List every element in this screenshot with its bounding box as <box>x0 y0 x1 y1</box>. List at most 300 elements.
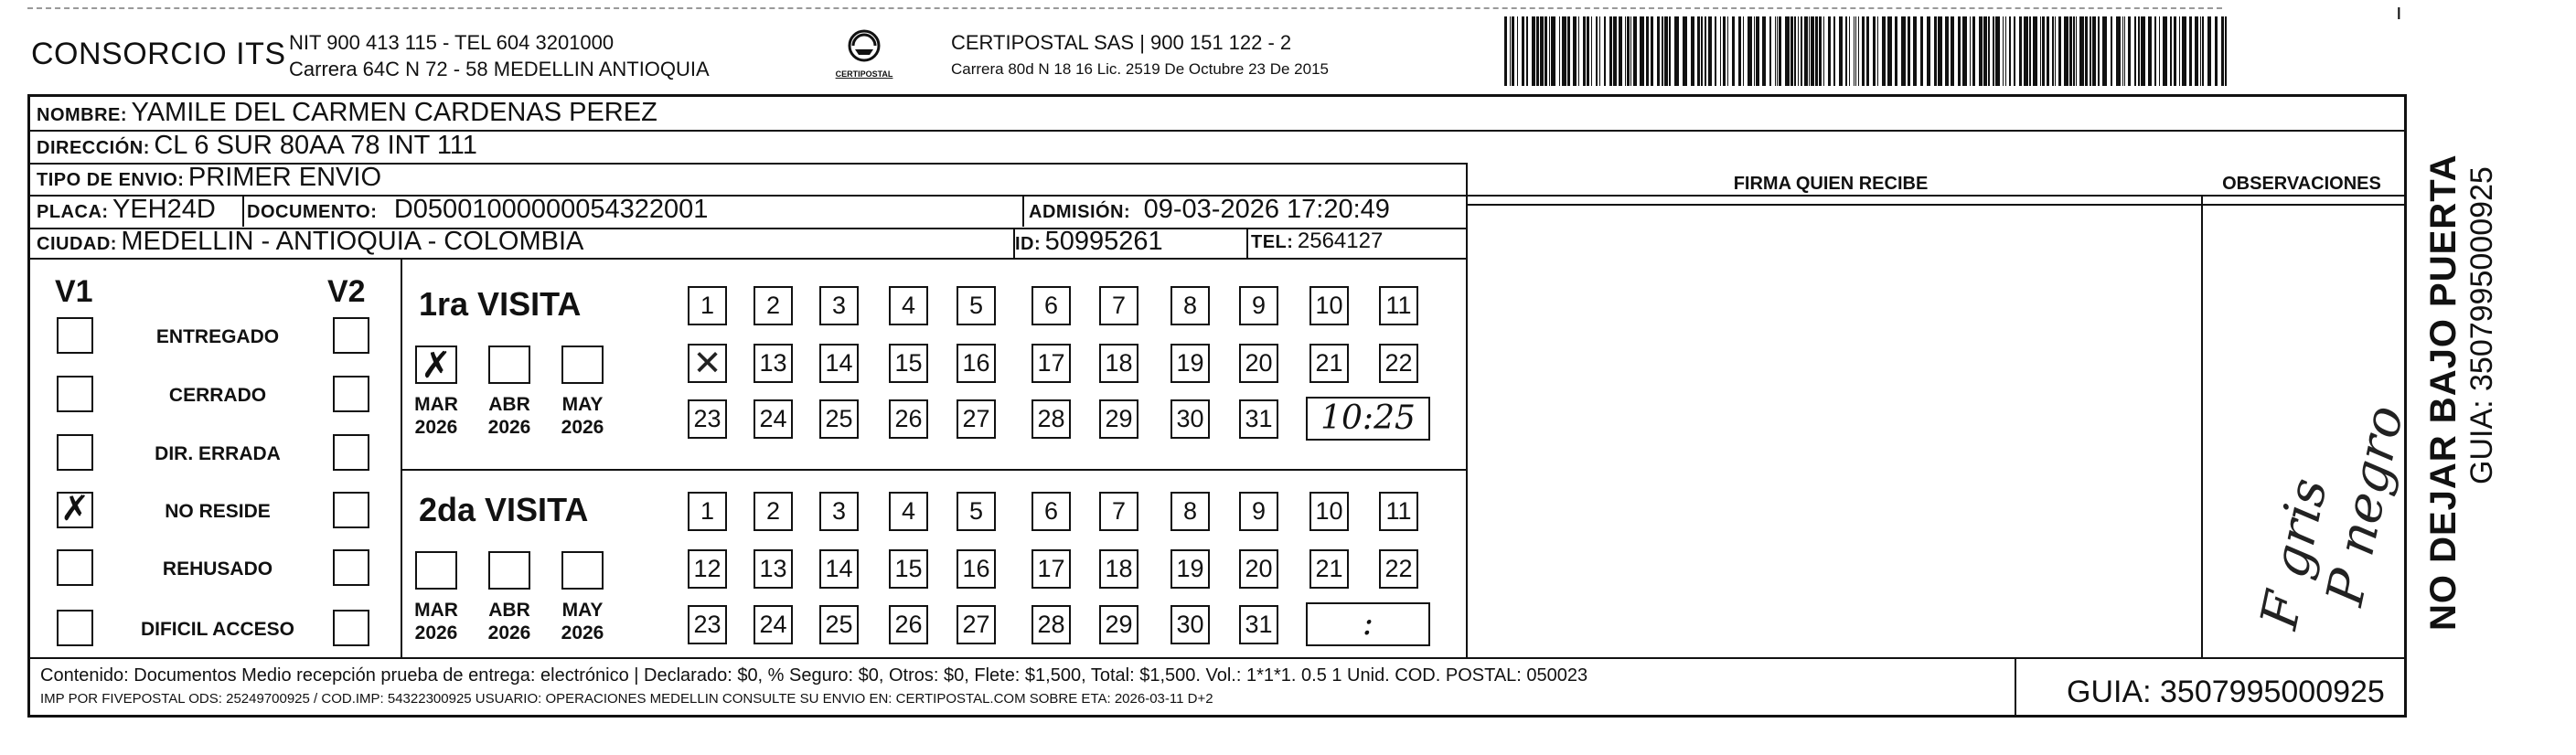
day-checkbox[interactable] <box>1031 549 1071 589</box>
day-number: 22 <box>1384 555 1413 582</box>
v1-checkbox[interactable] <box>57 610 93 646</box>
tipo-envio-value: PRIMER ENVIO <box>187 163 382 192</box>
month-checkbox[interactable] <box>415 345 457 387</box>
barcode-bar <box>1798 16 1799 86</box>
day-checkbox[interactable] <box>688 605 727 644</box>
footer-content-line: Contenido: Documentos Medio recepción prueba de entrega: electrónico | Declarado: $0, % Seguro: $0, Otros: $0, Flete: $1,500, Total: $1,500. Vol.: 1*1*1. 0.5 1 Unid. COD. POSTAL: 050023 <box>40 665 1588 686</box>
month-name: MAY <box>561 600 604 621</box>
day-checkbox[interactable] <box>1379 286 1418 325</box>
day-checkbox[interactable] <box>957 605 996 644</box>
day-checkbox[interactable] <box>1379 549 1418 589</box>
day-number: 28 <box>1037 405 1065 432</box>
barcode-bar <box>1866 16 1869 86</box>
row-divider <box>1466 204 2404 206</box>
admision-label: ADMISIÓN: <box>1029 202 1131 222</box>
ciudad-value: MEDELLIN - ANTIOQUIA - COLOMBIA <box>121 227 584 256</box>
barcode-bar <box>2134 16 2136 86</box>
day-number: 7 <box>1111 292 1127 319</box>
footer-guia-divider <box>2015 657 2016 715</box>
day-checkbox[interactable] <box>688 286 727 325</box>
barcode-bar <box>1873 16 1876 86</box>
day-checkbox[interactable] <box>1170 399 1210 439</box>
day-number: 31 <box>1245 405 1273 432</box>
month-label <box>480 599 539 644</box>
month-year: 2026 <box>487 622 531 643</box>
barcode-bar <box>1769 16 1771 86</box>
barcode-bar <box>1819 16 1822 86</box>
barcode-bar <box>2182 16 2186 86</box>
month-name: MAY <box>561 394 604 415</box>
barcode-bar <box>1640 16 1644 86</box>
day-number: 8 <box>1182 497 1198 525</box>
barcode-bar <box>1540 16 1544 86</box>
barcode-bar <box>1908 16 1910 86</box>
day-number: 23 <box>693 611 721 638</box>
barcode-bar <box>1633 16 1637 86</box>
barcode-bar <box>1962 16 1967 86</box>
barcode-bar <box>1551 16 1555 86</box>
day-number: 20 <box>1245 555 1273 582</box>
observation-line: P negro <box>2314 400 2416 611</box>
day-number: 20 <box>1245 349 1273 377</box>
status-option-label: CERRADO <box>168 385 267 406</box>
barcode-bar <box>2079 16 2084 86</box>
day-checkbox[interactable] <box>889 344 928 383</box>
visit-title: 1ra VISITA <box>419 285 582 323</box>
barcode-bar <box>2005 16 2006 86</box>
side-warning <box>2423 154 2500 631</box>
barcode-bar <box>1715 16 1716 86</box>
barcode-bar <box>1504 16 1507 86</box>
month-name: ABR <box>488 600 530 621</box>
documento-label: DOCUMENTO: <box>247 202 378 222</box>
day-number: 29 <box>1105 611 1133 638</box>
barcode-bar <box>1777 16 1778 86</box>
certipostal-logo-icon <box>828 27 901 79</box>
day-checkbox[interactable] <box>1239 399 1278 439</box>
v2-checkbox[interactable] <box>333 610 369 646</box>
barcode-bar <box>2200 16 2201 86</box>
time-value: 10:25 <box>1320 399 1416 437</box>
barcode-bar <box>1651 16 1653 86</box>
day-checkbox[interactable] <box>1031 344 1071 383</box>
day-number: 21 <box>1315 555 1343 582</box>
barcode-bar <box>1669 16 1671 86</box>
barcode-bar <box>1934 16 1937 86</box>
barcode-bar <box>2024 16 2028 86</box>
barcode-bar <box>1775 16 1776 86</box>
tel-label: TEL: <box>1251 232 1294 252</box>
col-divider <box>2404 97 2406 133</box>
month-year: 2026 <box>414 417 458 438</box>
status-option-label: REHUSADO <box>162 558 273 580</box>
day-checkbox[interactable] <box>1031 286 1071 325</box>
day-checkbox[interactable] <box>1099 399 1138 439</box>
barcode-bar <box>2116 16 2121 86</box>
month-check-mark: ✗ <box>421 345 452 387</box>
day-number: 10 <box>1315 292 1343 319</box>
barcode-bar <box>1630 16 1631 86</box>
barcode-bar <box>2221 16 2224 86</box>
barcode-bar <box>1526 16 1528 86</box>
day-number: 1 <box>700 292 715 319</box>
day-number: 24 <box>759 611 787 638</box>
barcode-bar <box>1979 16 1983 86</box>
day-checkbox[interactable] <box>1239 549 1278 589</box>
barcode-bar <box>1727 16 1728 86</box>
corner-tick: ı <box>2396 0 2402 25</box>
day-number: 4 <box>901 292 916 319</box>
barcode-bar <box>1609 16 1612 86</box>
day-checkbox[interactable] <box>1170 286 1210 325</box>
day-checkbox[interactable] <box>1170 605 1210 644</box>
nombre-value: YAMILE DEL CARMEN CARDENAS PEREZ <box>131 98 657 127</box>
v2-checkbox[interactable] <box>333 317 369 354</box>
day-number: 25 <box>825 611 853 638</box>
placa-field <box>37 195 216 225</box>
day-checkbox[interactable] <box>1170 492 1210 531</box>
barcode-bar <box>1901 16 1906 86</box>
barcode-bar <box>2174 16 2176 86</box>
company-name: CONSORCIO ITS <box>31 37 286 71</box>
day-checkbox[interactable] <box>819 344 859 383</box>
certipostal-info <box>951 29 1329 82</box>
barcode-bar <box>1809 16 1810 86</box>
day-checkbox[interactable] <box>889 549 928 589</box>
day-number: 15 <box>894 555 923 582</box>
barcode-bar <box>1945 16 1949 86</box>
barcode-bar <box>2055 16 2056 86</box>
day-checkbox[interactable] <box>688 549 727 589</box>
status-option-label: DIR. ERRADA <box>155 443 281 464</box>
month-checkbox[interactable] <box>561 551 604 590</box>
barcode-bar <box>1756 16 1759 86</box>
status-option-label: DIFICIL ACCESO <box>140 619 294 640</box>
day-checkbox[interactable] <box>889 492 928 531</box>
v2-checkbox[interactable] <box>333 549 369 586</box>
barcode-bar <box>2207 16 2211 86</box>
barcode-bar <box>1578 16 1579 86</box>
placa-value: YEH24D <box>112 195 216 224</box>
barcode-bar <box>2098 16 2100 86</box>
day-checkbox[interactable] <box>819 492 859 531</box>
month-checkbox[interactable] <box>415 551 457 590</box>
barcode-bar <box>1662 16 1663 86</box>
barcode-bar <box>1545 16 1547 86</box>
barcode-bar <box>1790 16 1793 86</box>
day-checkbox[interactable] <box>754 399 793 439</box>
barcode-bar <box>1839 16 1843 86</box>
day-number: 19 <box>1176 349 1204 377</box>
day-number: 22 <box>1384 349 1413 377</box>
barcode-bar <box>1627 16 1630 86</box>
barcode-bar <box>2014 16 2015 86</box>
day-number: 27 <box>962 611 990 638</box>
footer-tracking-line: IMP POR FIVEPOSTAL ODS: 25249700925 / COD.IMP: 54322300925 USUARIO: OPERACIONES MEDELLIN CONSULTE SU ENVIO EN: CERTIPOSTAL.COM SOBRE ETA: 2026-03-11 D+2 <box>40 691 1213 707</box>
day-checkbox[interactable] <box>957 492 996 531</box>
day-checkbox[interactable] <box>1099 344 1138 383</box>
barcode-bar <box>2122 16 2123 86</box>
month-checkbox[interactable] <box>488 346 530 384</box>
day-number: 15 <box>894 349 923 377</box>
day-checkbox[interactable] <box>1099 492 1138 531</box>
day-checkbox[interactable] <box>688 492 727 531</box>
v2-checkbox[interactable] <box>333 376 369 412</box>
day-number: 17 <box>1037 555 1065 582</box>
day-number: 18 <box>1105 349 1133 377</box>
barcode-bar <box>1604 16 1606 86</box>
day-checkbox[interactable] <box>754 286 793 325</box>
barcode-bar <box>1811 16 1814 86</box>
barcode-bar <box>1754 16 1755 86</box>
company-address: Carrera 64C N 72 - 58 MEDELLIN ANTIOQUIA <box>289 58 710 80</box>
day-number: 9 <box>1251 497 1267 525</box>
day-checkbox[interactable] <box>1309 549 1349 589</box>
day-number: 18 <box>1105 555 1133 582</box>
v1-header: V1 <box>55 274 93 309</box>
day-checkbox[interactable] <box>1031 492 1071 531</box>
day-checkbox[interactable] <box>819 399 859 439</box>
barcode-bar <box>2009 16 2011 86</box>
barcode-bar <box>1970 16 1971 86</box>
day-checkbox[interactable] <box>1099 605 1138 644</box>
month-label <box>407 599 465 644</box>
barcode-bar <box>1510 16 1511 86</box>
day-checkbox[interactable] <box>1239 492 1278 531</box>
barcode-bar <box>2159 16 2160 86</box>
v2-checkbox[interactable] <box>333 434 369 471</box>
day-checkbox[interactable] <box>1239 344 1278 383</box>
status-option-label: ENTREGADO <box>155 326 280 347</box>
barcode-bar <box>1993 16 1994 86</box>
barcode-bar <box>2064 16 2068 86</box>
day-checkbox[interactable] <box>1379 344 1418 383</box>
barcode-bar <box>1591 16 1592 86</box>
barcode-bar <box>1532 16 1535 86</box>
barcode-bar <box>2029 16 2031 86</box>
day-checkbox[interactable] <box>1099 286 1138 325</box>
nombre-label: NOMBRE: <box>37 105 128 125</box>
barcode-bar <box>2225 16 2227 86</box>
v2-checkbox[interactable] <box>333 492 369 528</box>
day-number: 30 <box>1176 405 1204 432</box>
barcode-bar <box>1625 16 1626 86</box>
tipo-envio-label: TIPO DE ENVIO: <box>37 170 185 190</box>
day-number: 14 <box>825 349 853 377</box>
day-checkbox[interactable] <box>754 605 793 644</box>
day-number: 21 <box>1315 349 1343 377</box>
day-number: 31 <box>1245 611 1273 638</box>
barcode-bar <box>1927 16 1930 86</box>
footer-guia: GUIA: 3507995000925 <box>2067 675 2385 709</box>
barcode-bar <box>2047 16 2049 86</box>
day-number: 16 <box>962 349 990 377</box>
observation-line: F gris <box>2250 473 2340 634</box>
day-checkbox[interactable] <box>889 286 928 325</box>
barcode-bar <box>1895 16 1897 86</box>
barcode-bar <box>1887 16 1892 86</box>
barcode-bar <box>1512 16 1514 86</box>
day-number: 4 <box>901 497 916 525</box>
month-label <box>553 599 612 644</box>
barcode-bar <box>1562 16 1566 86</box>
day-checkbox[interactable] <box>1309 286 1349 325</box>
day-number: 3 <box>831 292 847 319</box>
day-checkbox[interactable] <box>1031 605 1071 644</box>
day-number: 24 <box>759 405 787 432</box>
tipo-envio-field <box>37 163 381 193</box>
day-checkbox[interactable] <box>889 605 928 644</box>
barcode-bar <box>2124 16 2125 86</box>
barcode-bar <box>1705 16 1706 86</box>
barcode-bar <box>1877 16 1878 86</box>
day-checkbox[interactable] <box>1309 492 1349 531</box>
col-divider <box>2201 195 2203 657</box>
status-divider <box>401 258 402 657</box>
day-number: 5 <box>968 497 984 525</box>
barcode-bar <box>1779 16 1781 86</box>
day-checkbox[interactable] <box>1239 605 1278 644</box>
month-checkbox[interactable] <box>488 551 530 590</box>
tel-value: 2564127 <box>1297 229 1384 253</box>
barcode-bar <box>1619 16 1622 86</box>
barcode-bar <box>1683 16 1687 86</box>
month-year: 2026 <box>487 417 531 438</box>
day-number: 26 <box>894 611 923 638</box>
footer-divider <box>30 657 2404 659</box>
day-checkbox[interactable] <box>957 344 996 383</box>
day-checkbox-marked[interactable] <box>688 344 727 383</box>
day-checkbox[interactable] <box>819 286 859 325</box>
barcode-bar <box>1517 16 1518 86</box>
barcode-bar <box>2003 16 2004 86</box>
time-field[interactable] <box>1306 397 1430 441</box>
barcode-bar <box>2052 16 2054 86</box>
col-divider <box>1466 163 1468 657</box>
day-checkbox[interactable] <box>688 399 727 439</box>
day-number: 19 <box>1176 555 1204 582</box>
v1-checkbox[interactable] <box>57 317 93 354</box>
ciudad-label: CIUDAD: <box>37 234 117 254</box>
barcode-bar <box>1794 16 1796 86</box>
barcode-bar <box>1748 16 1752 86</box>
nit-line: NIT 900 413 115 - TEL 604 3201000 <box>289 31 615 54</box>
day-number: 13 <box>759 555 787 582</box>
cell-divider <box>242 196 244 227</box>
barcode-bar <box>1785 16 1790 86</box>
day-checkbox[interactable] <box>889 399 928 439</box>
day-checkbox[interactable] <box>754 549 793 589</box>
firma-header: FIRMA QUIEN RECIBE <box>1733 174 1929 194</box>
v1-checkbox[interactable] <box>57 376 93 412</box>
barcode-bar <box>2189 16 2192 86</box>
barcode-bar <box>1983 16 1987 86</box>
day-checkbox[interactable] <box>819 549 859 589</box>
month-checkbox[interactable] <box>561 346 604 384</box>
day-checkbox[interactable] <box>1099 549 1138 589</box>
barcode-bar <box>1613 16 1617 86</box>
documento-field <box>247 195 708 225</box>
day-checkbox[interactable] <box>819 605 859 644</box>
day-number: 14 <box>825 555 853 582</box>
month-year: 2026 <box>561 622 604 643</box>
day-checkbox[interactable] <box>1170 549 1210 589</box>
day-checkbox[interactable] <box>957 549 996 589</box>
barcode-bar <box>1858 16 1859 86</box>
barcode-bar <box>1743 16 1744 86</box>
placa-label: PLACA: <box>37 202 109 222</box>
barcode-bar <box>1845 16 1847 86</box>
day-checkbox[interactable] <box>1309 344 1349 383</box>
day-checkbox[interactable] <box>754 344 793 383</box>
time-field[interactable] <box>1306 602 1430 646</box>
barcode-bar <box>1701 16 1703 86</box>
barcode-bar <box>1882 16 1886 86</box>
day-number: 28 <box>1037 611 1065 638</box>
day-checkbox[interactable] <box>957 399 996 439</box>
barcode-bar <box>1599 16 1600 86</box>
day-number: 29 <box>1105 405 1133 432</box>
barcode-bar <box>2163 16 2167 86</box>
barcode-bar <box>1815 16 1818 86</box>
barcode-bar <box>1828 16 1831 86</box>
barcode-bar <box>2128 16 2131 86</box>
barcode-bar <box>1691 16 1694 86</box>
barcode-bar <box>1804 16 1808 86</box>
day-number: 30 <box>1176 611 1204 638</box>
id-field <box>1015 227 1163 257</box>
logo-mark-icon <box>828 27 901 68</box>
barcode-bar <box>1522 16 1524 86</box>
day-checkbox[interactable] <box>754 492 793 531</box>
barcode-bar <box>2215 16 2218 86</box>
barcode-bar <box>1862 16 1865 86</box>
v1-checkbox[interactable] <box>57 434 93 471</box>
v2-header: V2 <box>327 274 366 309</box>
barcode-bar <box>1720 16 1721 86</box>
day-checkbox[interactable] <box>1031 399 1071 439</box>
barcode-bar <box>1674 16 1679 86</box>
day-number: 13 <box>759 349 787 377</box>
v1-checkbox[interactable] <box>57 549 93 586</box>
day-number: 23 <box>693 405 721 432</box>
day-number: 8 <box>1182 292 1198 319</box>
barcode-bar <box>1573 16 1577 86</box>
day-number: 25 <box>825 405 853 432</box>
day-number: 16 <box>962 555 990 582</box>
day-checkbox[interactable] <box>1379 492 1418 531</box>
barcode-bar <box>2085 16 2088 86</box>
company-info <box>289 29 710 82</box>
visit-title: 2da VISITA <box>419 491 589 528</box>
day-checkbox[interactable] <box>957 286 996 325</box>
barcode-bar <box>1732 16 1735 86</box>
day-checkbox[interactable] <box>1170 344 1210 383</box>
day-checkbox[interactable] <box>1239 286 1278 325</box>
tel-field <box>1251 229 1383 254</box>
day-number: 26 <box>894 405 923 432</box>
barcode-bar <box>1664 16 1668 86</box>
barcode-bar <box>2090 16 2091 86</box>
v1-checkbox[interactable] <box>57 488 93 528</box>
row-divider <box>30 258 1466 260</box>
certipostal-address: Carrera 80d N 18 16 Lic. 2519 De Octubre 23 De 2015 <box>951 60 1329 78</box>
barcode-bar <box>1723 16 1726 86</box>
day-number: 6 <box>1043 497 1059 525</box>
barcode-bar <box>2040 16 2041 86</box>
month-year: 2026 <box>414 622 458 643</box>
day-number: 11 <box>1385 497 1412 525</box>
